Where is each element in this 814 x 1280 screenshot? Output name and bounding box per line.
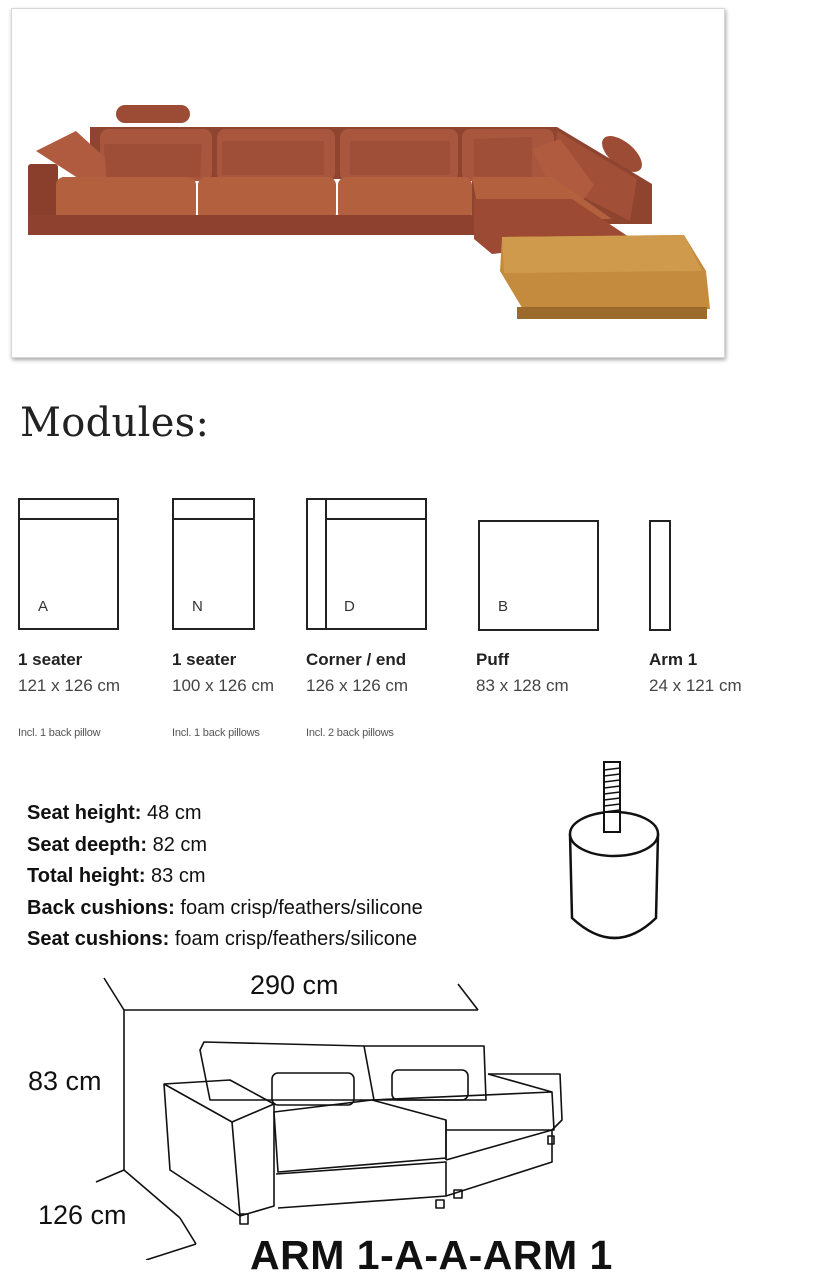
spec-value: foam crisp/feathers/silicone	[169, 928, 418, 950]
module-arm-1-diagram	[649, 520, 672, 632]
module-b-diagram	[478, 520, 600, 632]
module-b-dims: 83 x 128 cm	[476, 676, 569, 695]
module-d-note: Incl. 2 back pillows	[306, 727, 394, 739]
module-arm-1-dims: 24 x 121 cm	[649, 676, 742, 695]
module-d-dims: 126 x 126 cm	[306, 676, 409, 695]
corner-sofa-illustration	[12, 9, 724, 357]
spec-list	[27, 798, 423, 956]
spec-label: Seat height:	[27, 802, 142, 824]
sofa-foot-illustration	[560, 758, 670, 948]
dimension-width: 290 cm	[250, 970, 339, 1000]
spec-seat-cushions	[27, 924, 423, 956]
dimension-depth: 126 cm	[38, 1200, 127, 1230]
module-b-letter: B	[498, 598, 509, 615]
module-n-letter: N	[192, 598, 203, 615]
module-d-diagram	[306, 498, 428, 632]
spec-value: 82 cm	[147, 833, 208, 856]
spec-label: Seat deepth:	[27, 833, 148, 856]
modules-heading: Modules:	[20, 400, 210, 446]
spec-total-height	[27, 861, 423, 893]
spec-value: 48 cm	[141, 802, 202, 824]
spec-seat-depth	[27, 830, 423, 862]
spec-label: Total height:	[27, 865, 146, 887]
module-n-diagram	[172, 498, 256, 632]
module-a-letter: A	[38, 598, 49, 615]
module-arm-1-name: Arm 1	[649, 650, 698, 669]
spec-label: Seat cushions:	[27, 928, 170, 950]
module-b-name: Puff	[476, 650, 510, 669]
spec-seat-height	[27, 798, 423, 830]
spec-back-cushions	[27, 893, 423, 925]
configuration-code: ARM 1-A-A-ARM 1	[250, 1232, 613, 1278]
module-d-name: Corner / end	[306, 650, 407, 669]
module-a-name: 1 seater	[18, 650, 83, 669]
spec-value: foam crisp/feathers/silicone	[174, 896, 423, 919]
module-d-letter: D	[344, 598, 355, 615]
product-photo	[11, 8, 725, 358]
module-a-dims: 121 x 126 cm	[18, 676, 121, 695]
module-a-diagram	[18, 498, 120, 632]
module-n-dims: 100 x 126 cm	[172, 676, 275, 695]
spec-label: Back cushions:	[27, 896, 175, 919]
module-n-note: Incl. 1 back pillows	[172, 727, 260, 739]
module-a-note: Incl. 1 back pillow	[18, 727, 101, 739]
dimension-height: 83 cm	[28, 1066, 102, 1096]
spec-value: 83 cm	[145, 865, 206, 887]
module-n-name: 1 seater	[172, 650, 237, 669]
